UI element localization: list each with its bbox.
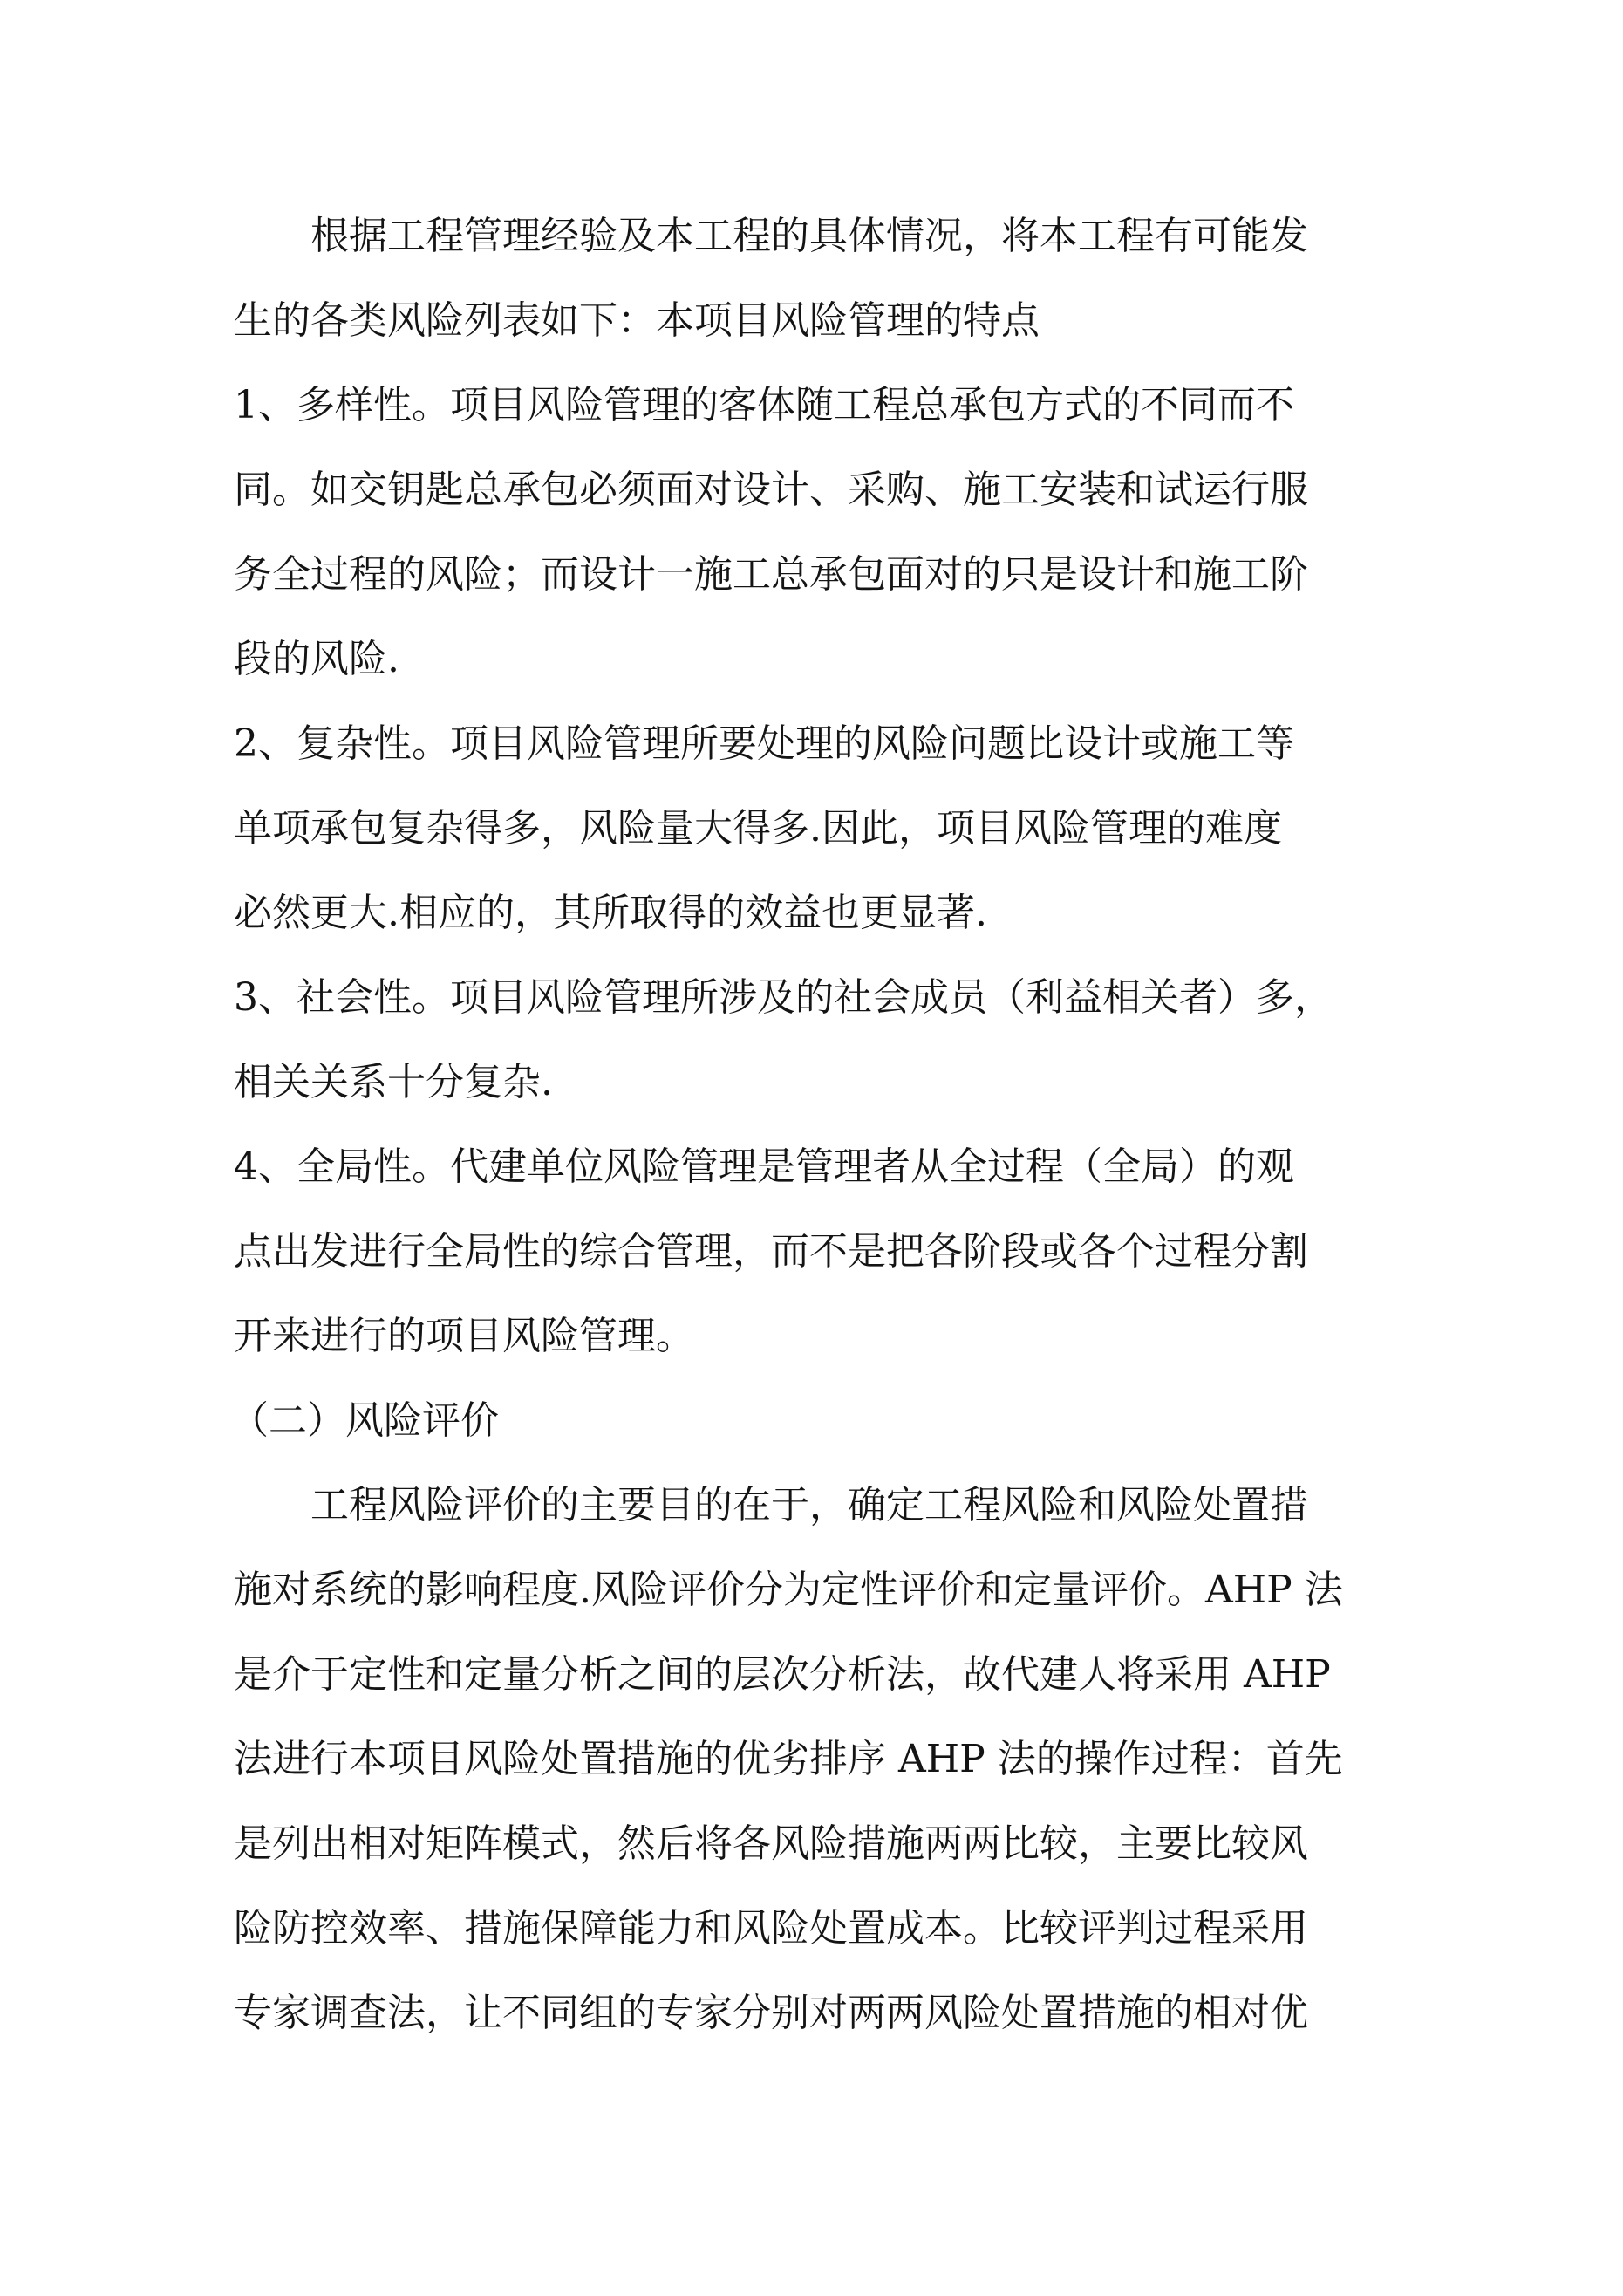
list-item-line: 3、社会性。项目风险管理所涉及的社会成员（利益相关者）多， [234,975,1333,1020]
paragraph-line: 根据工程管理经验及本工程的具体情况，将本工程有可能发 [310,214,1308,258]
paragraph-line: 是列出相对矩阵模式，然后将各风险措施两两比较，主要比较风 [234,1821,1308,1866]
list-item-line: 点出发进行全局性的综合管理，而不是把各阶段或各个过程分割 [234,1229,1308,1274]
paragraph-line: 工程风险评价的主要目的在于，确定工程风险和风险处置措 [310,1483,1308,1527]
list-item-line: 开来进行的项目风险管理。 [234,1314,694,1358]
list-item-line: 4、全局性。代建单位风险管理是管理者从全过程（全局）的观 [234,1145,1294,1189]
list-item-line: 相关关系十分复杂. [234,1060,553,1104]
paragraph-line: 险防控效率、措施保障能力和风险处置成本。比较评判过程采用 [234,1906,1308,1951]
list-item-line: 同。如交钥匙总承包必须面对设计、采购、施工安装和试运行服 [234,468,1308,512]
list-item-line: 必然更大.相应的，其所取得的效益也更显著. [234,891,987,935]
list-item-line: 1、多样性。项目风险管理的客体随工程总承包方式的不同而不 [234,383,1294,427]
paragraph-line: 是介于定性和定量分析之间的层次分析法，故代建人将采用 AHP [234,1652,1331,1697]
section-heading: （二）风险评价 [230,1398,499,1443]
list-item-line: 段的风险. [234,637,399,681]
list-item-line: 2、复杂性。项目风险管理所要处理的风险问题比设计或施工等 [234,721,1294,766]
paragraph-line: 生的各类风险列表如下：本项目风险管理的特点 [234,298,1040,343]
paragraph-line: 施对系统的影响程度.风险评价分为定性评价和定量评价。AHP 法 [234,1568,1343,1612]
paragraph-line: 法进行本项目风险处置措施的优劣排序 AHP 法的操作过程：首先 [234,1737,1343,1781]
list-item-line: 务全过程的风险；而设计一施工总承包面对的只是设计和施工阶 [234,552,1308,597]
body-text [230,194,1407,2055]
list-item-line: 单项承包复杂得多，风险量大得多.因此，项目风险管理的难度 [234,806,1282,851]
paragraph-line: 专家调查法，让不同组的专家分别对两两风险处置措施的相对优 [234,1991,1308,2035]
